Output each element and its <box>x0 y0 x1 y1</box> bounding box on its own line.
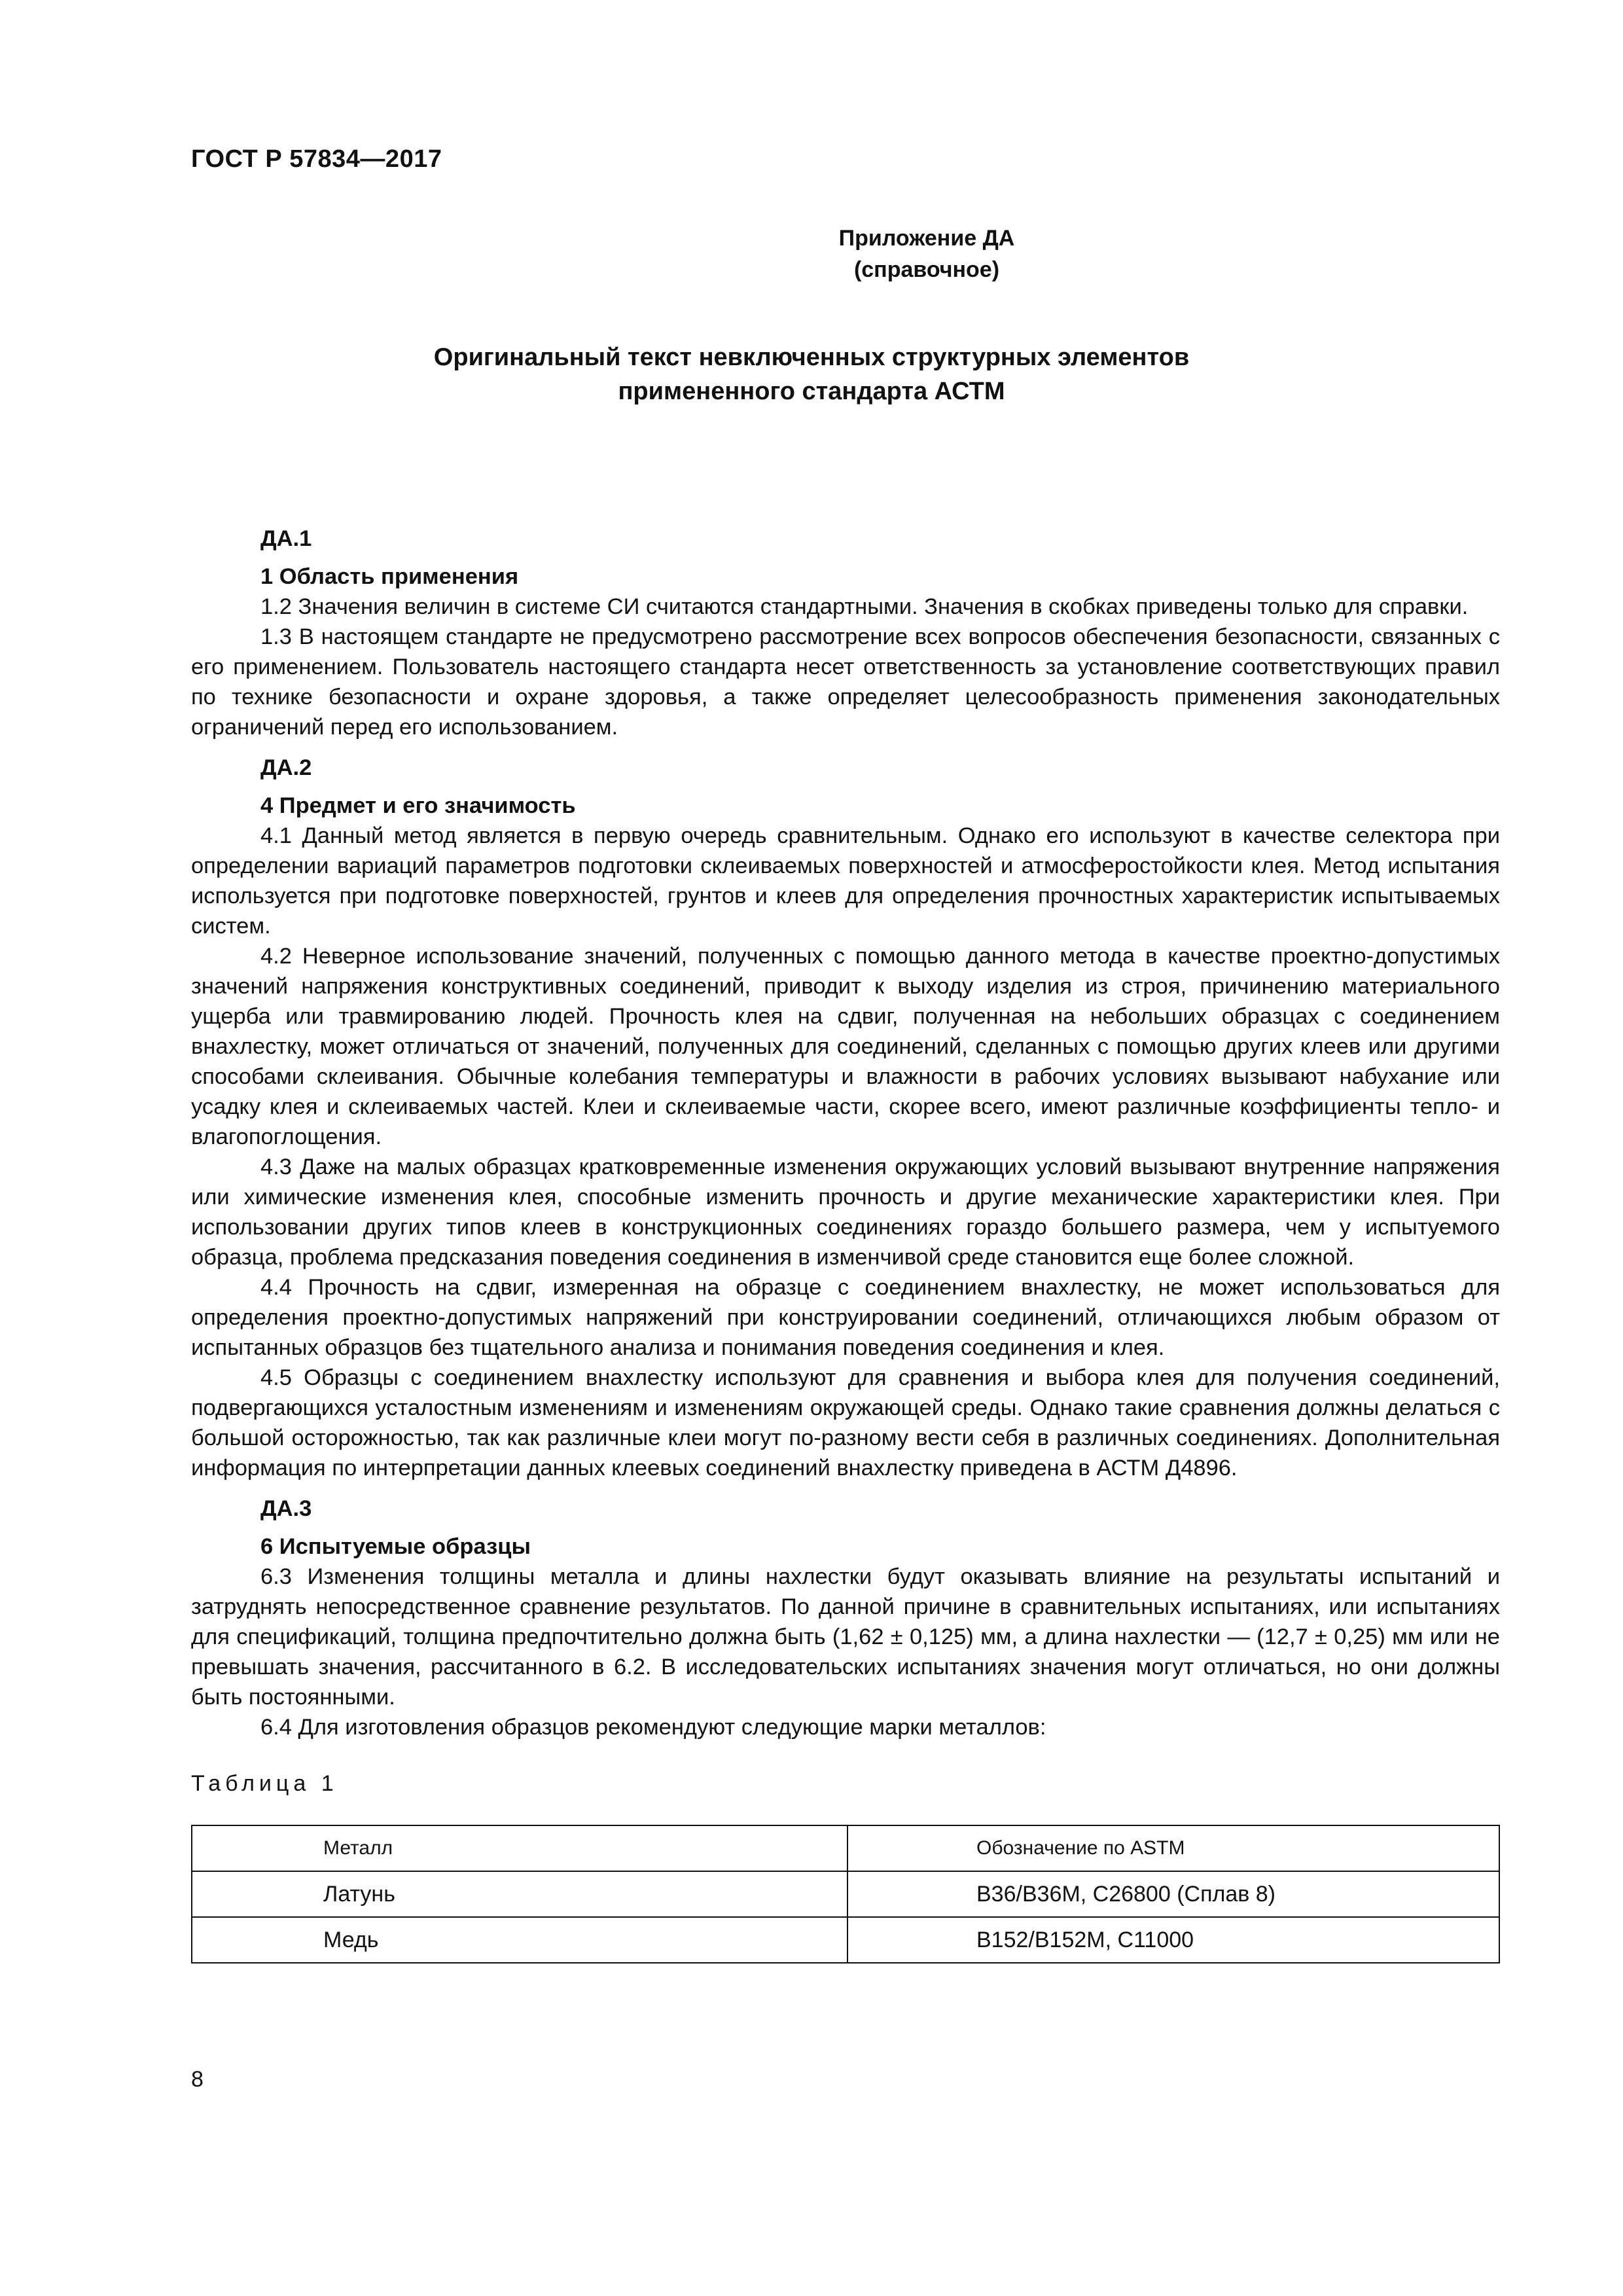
table-cell: B36/B36M, C26800 (Сплав 8) <box>847 1871 1499 1917</box>
paragraph: 4.5 Образцы с соединением внахлестку используют для сравнения и выбора клея для получения соединений, подвергающихся усталостным изменениям и изменениям окружающей среды. Однако такие сравнения должны делаться с большой осторожностью, так как различные клеи могут по-разному вести себя в различных соединениях. Дополнительная информация по интерпретации данных клеевых соединений внахлестку приведена в АСТМ Д4896. <box>191 1365 1500 1480</box>
page-number: 8 <box>191 2067 204 2092</box>
document-title-line-2: примененного стандарта АСТМ <box>618 378 1005 405</box>
paragraph: 1.3 В настоящем стандарте не предусмотрено рассмотрение всех вопросов обеспечения безопасности, связанных с его применением. Пользователь настоящего стандарта несет ответственность за установление соответствующих правил по технике безопасности и охране здоровья, а также определяет целесообразность применения законодательных ограничений перед его использованием. <box>191 624 1500 740</box>
paragraph: 4.2 Неверное использование значений, полученных с помощью данного метода в качестве проектно-допустимых значений напряжения конструктивных соединений, приводит к выходу изделия из строя, причинению материального ущерба или травмированию людей. Прочность клея на сдвиг, полученная на небольших образцах с соединением внахлестку, может отличаться от значений, полученных для соединений, сделанных с помощью других клеев или другими способами склеивания. Обычные колебания температуры и влажности в рабочих условиях вызывают набухание или усадку клея и склеиваемых частей. Клеи и склеиваемые части, скорее всего, имеют различные коэффициенты тепло- и влагопоглощения. <box>191 944 1500 1149</box>
table-row <box>192 1917 1499 1963</box>
paragraph: 4.4 Прочность на сдвиг, измеренная на образце с соединением внахлестку, не может использоваться для определения проектно-допустимых напряжений при конструировании соединений, отличающихся любым образом от испытанных образцов без тщательного анализа и понимания поведения соединения и клея. <box>191 1275 1500 1360</box>
paragraph: 6.3 Изменения толщины металла и длины нахлестки будут оказывать влияние на результаты испытаний и затруднять непосредственное сравнение результатов. По данной причине в сравнительных испытаниях, или испытаниях для спецификаций, толщина предпочтительно должна быть (1,62 ± 0,125) мм, а длина нахлестки — (12,7 ± 0,25) мм или не превышать значения, рассчитанного в 6.2. В исследовательских испытаниях значения могут отличаться, но они должны быть постоянными. <box>191 1564 1500 1710</box>
paragraph: 4.3 Даже на малых образцах кратковременные изменения окружающих условий вызывают внутренние напряжения или химические изменения клея, способные изменить прочность и другие механические характеристики клея. При использовании других типов клеев в конструкционных соединениях гораздо большего размера, чем у испытуемого образца, проблема предсказания поведения соединения в изменчивой среде становится еще более сложной. <box>191 1155 1500 1270</box>
table-cell: Латунь <box>192 1871 847 1917</box>
section-id: ДА.2 <box>260 755 312 780</box>
document-title-line-1: Оригинальный текст невключенных структурных элементов <box>433 344 1190 371</box>
paragraph: 4.1 Данный метод является в первую очередь сравнительным. Однако его используют в качестве селектора при определении вариаций параметров подготовки склеиваемых поверхностей и атмосферостойкости клея. Метод испытания используется при подготовке поверхностей, грунтов и клеев для определения прочностных характеристик испытываемых систем. <box>191 823 1500 939</box>
annex-subtitle: (справочное) <box>853 257 1000 282</box>
section-da3 <box>191 1494 1500 1742</box>
column-header-metal: Металл <box>192 1825 847 1871</box>
section-da2 <box>191 753 1500 1483</box>
paragraph: 1.2 Значения величин в системе СИ считаются стандартными. Значения в скобках приведены только для справки. <box>260 594 1469 619</box>
table-cell: B152/B152M, C11000 <box>847 1917 1499 1963</box>
section-id: ДА.3 <box>260 1496 312 1521</box>
document-title <box>327 340 1296 408</box>
table-caption: Таблица 1 <box>191 1771 338 1796</box>
table-row <box>192 1871 1499 1917</box>
section-heading: 6 Испытуемые образцы <box>260 1534 531 1559</box>
column-header-astm: Обозначение по ASTM <box>847 1825 1499 1871</box>
table-cell: Медь <box>192 1917 847 1963</box>
section-heading: 1 Область применения <box>260 564 519 589</box>
section-id: ДА.1 <box>260 526 312 551</box>
table-header-row <box>192 1825 1499 1871</box>
standard-code: ГОСТ Р 57834—2017 <box>191 145 442 173</box>
metals-table <box>191 1825 1500 1964</box>
paragraph: 6.4 Для изготовления образцов рекомендуют следующие марки металлов: <box>260 1715 1046 1740</box>
annex-heading <box>730 223 1123 285</box>
section-heading: 4 Предмет и его значимость <box>260 793 576 818</box>
section-da1 <box>191 524 1500 742</box>
document-body <box>191 524 1500 1964</box>
annex-title: Приложение ДА <box>838 226 1015 251</box>
